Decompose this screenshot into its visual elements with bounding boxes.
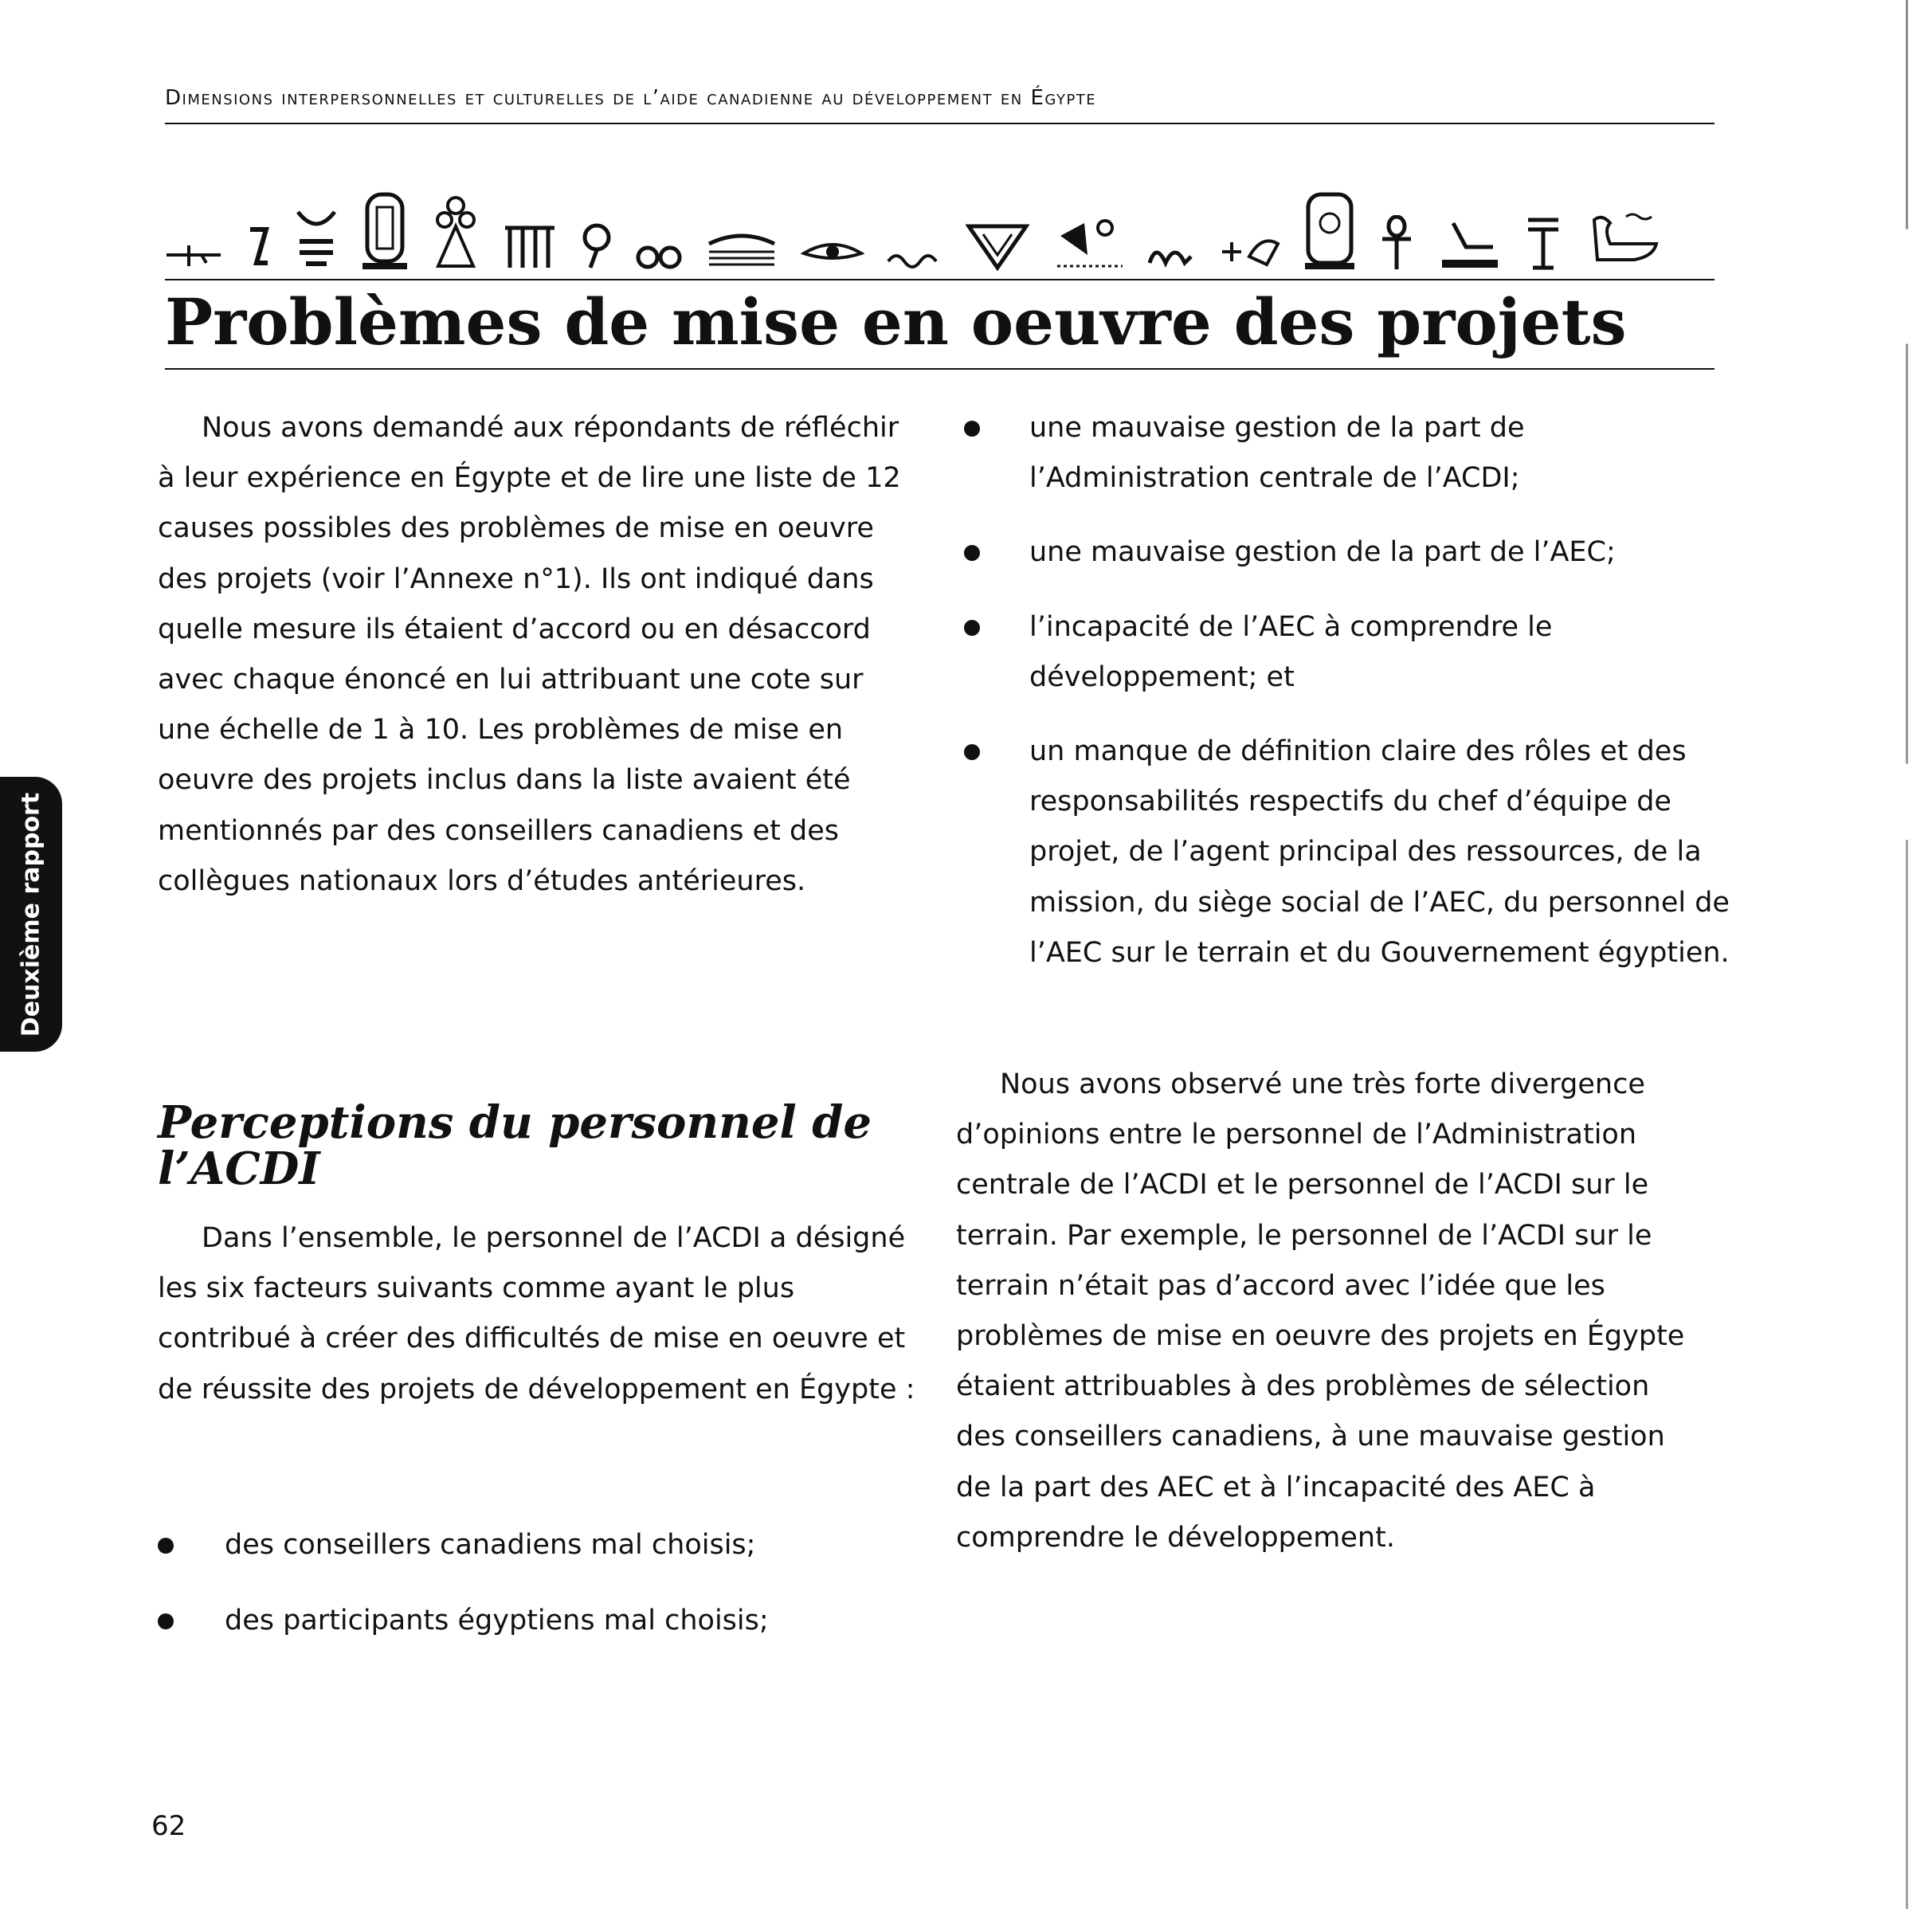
hieroglyph-duck-icon bbox=[1586, 212, 1663, 271]
list-item-text: une mauvaise gestion de la part de l’AEC; bbox=[1029, 536, 1616, 569]
page-title: Problèmes de mise en oeuvre des projets bbox=[165, 284, 1627, 359]
hieroglyph-column-icon bbox=[1523, 215, 1563, 271]
section-paragraph: Dans l’ensemble, le personnel de l’ACDI a désigné les six facteurs suivants comme ayant le plus contribué à créer des difficultés de mise en oeuvre et de réussite des projets de développement en Égypte : bbox=[158, 1222, 915, 1405]
list-item bbox=[158, 1520, 923, 1570]
list-item-text: des conseillers canadiens mal choisis; bbox=[225, 1529, 756, 1561]
header-rule bbox=[165, 123, 1715, 124]
list-item bbox=[158, 1596, 923, 1646]
list-item bbox=[956, 403, 1737, 504]
hieroglyph-triangle-icon bbox=[966, 223, 1029, 271]
hieroglyph-lotus-icon bbox=[432, 194, 480, 271]
hieroglyph-ankh-icon bbox=[1379, 215, 1414, 271]
closing-paragraph: Nous avons observé une très forte divergence d’opinions entre le personnel de l’Administration centrale de l’ACDI et le personnel de l’ACDI sur le terrain. Par exemple, le personnel de l’ACDI sur le terrain n’était pas d’accord avec l’idée que les problèmes de mise en oeuvre des projets en Égypte étaient attribuables à des problèmes de sélection des conseillers canadiens, à une mauvaise gestion de la part des AEC et à l’incapacité des AEC à comprendre le développement. bbox=[956, 1068, 1685, 1554]
list-item-text: un manque de définition claire des rôles et des responsabilités respectifs du chef d’équipe de projet, de l’agent principal des ressources, de la mission, du siège social de l’AEC, du personnel de l’AEC sur le terrain et du Gouvernement égyptien. bbox=[1029, 735, 1730, 969]
section-heading: Perceptions du personnel de l’ACDI bbox=[158, 1096, 872, 1195]
bullet-icon bbox=[964, 744, 980, 760]
bullet-icon bbox=[964, 545, 980, 561]
page-number: 62 bbox=[151, 1810, 186, 1842]
running-header: Dimensions interpersonnelles et culturelles de l’aide canadienne au développement en Égypte bbox=[165, 86, 1097, 110]
hieroglyph-figures-icon bbox=[502, 220, 558, 271]
hieroglyph-double-ring-icon bbox=[635, 244, 683, 271]
hieroglyph-bird-icon bbox=[1217, 233, 1281, 271]
list-item bbox=[956, 602, 1737, 703]
hieroglyph-basket-icon bbox=[295, 207, 338, 271]
list-item bbox=[956, 727, 1737, 978]
hieroglyph-boat-icon bbox=[706, 220, 778, 271]
hieroglyph-seated-figure-icon bbox=[1437, 215, 1501, 271]
scan-edge-mark bbox=[1906, 0, 1908, 1909]
list-item-text: des participants égyptiens mal choisis; bbox=[225, 1605, 769, 1637]
section-side-tab bbox=[0, 777, 62, 1052]
hieroglyph-eye-icon bbox=[801, 236, 864, 271]
hieroglyph-loop-icon bbox=[581, 220, 613, 271]
hieroglyph-serpent-icon bbox=[887, 247, 942, 271]
bullet-icon bbox=[158, 1538, 174, 1554]
right-bullet-list bbox=[956, 403, 1737, 1002]
title-bottom-rule bbox=[165, 368, 1715, 370]
bullet-icon bbox=[964, 620, 980, 636]
list-item bbox=[956, 527, 1737, 578]
side-tab-label: Deuxième rapport bbox=[17, 792, 45, 1037]
hieroglyph-framed-face-icon bbox=[1303, 191, 1356, 271]
hieroglyph-hand-icon bbox=[245, 223, 272, 271]
intro-paragraph: Nous avons demandé aux répondants de réfléchir à leur expérience en Égypte et de lire une liste de 12 causes possibles des problèmes de mise en oeuvre des projets (voir l’Annexe n°1). Ils ont indiqué dans quelle mesure ils étaient d’accord ou en désaccord avec chaque énoncé en lui attribuant une cote sur une échelle de 1 à 10. Les problèmes de mise en oeuvre des projets inclus dans la liste avaient été mentionnés par des conseillers canadiens et des collègues nationaux lors d’études antérieures. bbox=[158, 412, 901, 897]
hieroglyph-ibis-icon bbox=[1052, 212, 1124, 271]
list-item-text: l’incapacité de l’AEC à comprendre le développement; et bbox=[1029, 610, 1553, 693]
left-bullet-list bbox=[158, 1520, 923, 1672]
hieroglyph-wave-icon bbox=[1146, 239, 1194, 271]
bullet-icon bbox=[964, 421, 980, 437]
hieroglyph-cartouche-icon bbox=[361, 191, 409, 271]
list-item-text: une mauvaise gestion de la part de l’Administration centrale de l’ACDI; bbox=[1029, 412, 1525, 495]
hieroglyph-frieze bbox=[165, 191, 1663, 271]
hieroglyph-sceptre-icon bbox=[165, 231, 222, 271]
bullet-icon bbox=[158, 1613, 174, 1629]
